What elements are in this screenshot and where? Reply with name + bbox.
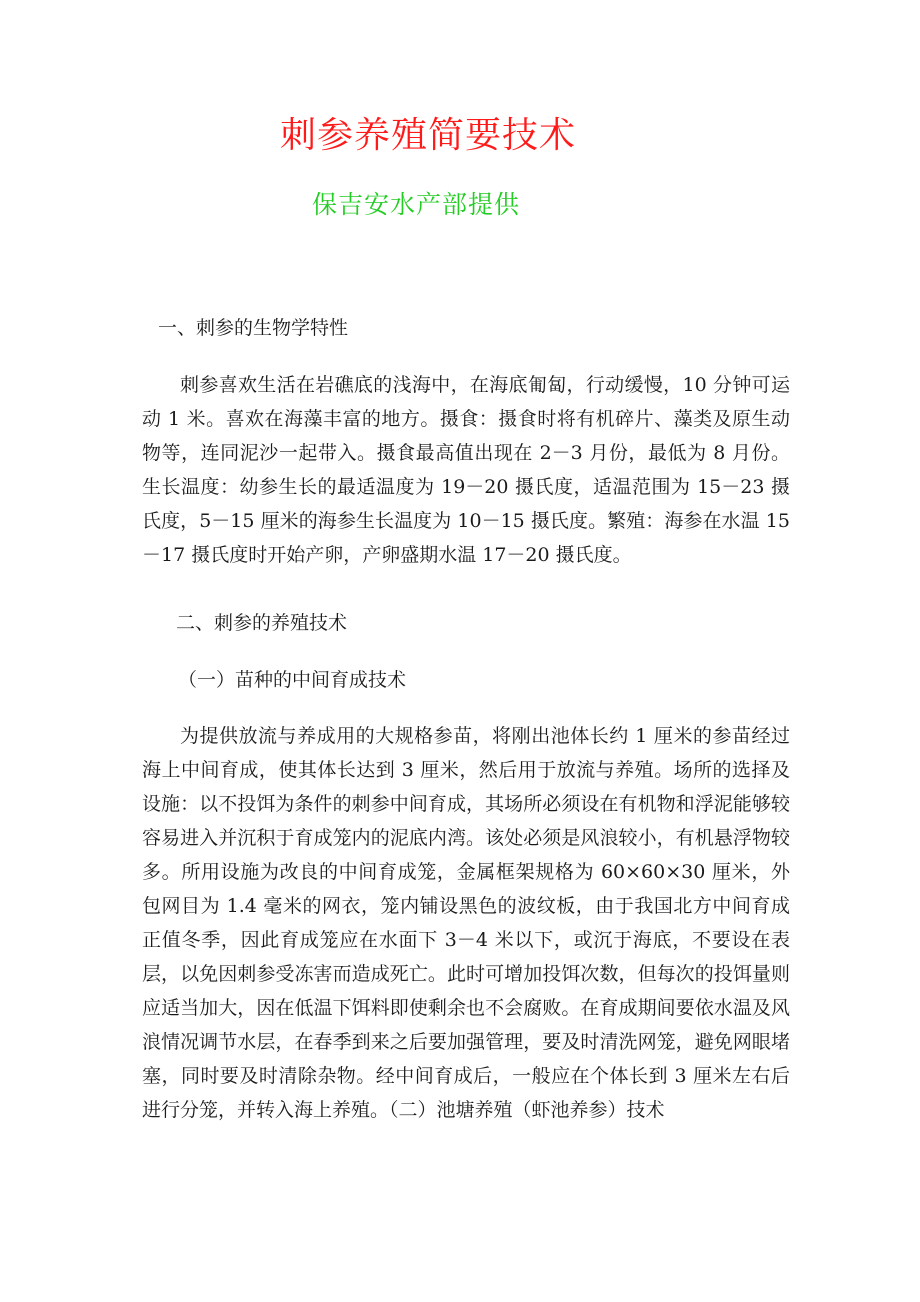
document-title: 刺参养殖简要技术	[279, 115, 576, 156]
section2-heading: 二、刺参的养殖技术	[176, 612, 348, 634]
subsection1-heading: （一）苗种的中间育成技术	[178, 669, 407, 691]
section1-paragraph: 刺参喜欢生活在岩礁底的浅海中，在海底匍匐，行动缓慢，10 分钟可运动 1 米。喜欢在海藻丰富的地方。摄食：摄食时将有机碎片、藻类及原生动物等，连同泥沙一起带入。摄食最高值出现在 2－3 月份，最低为 8 月份。生长温度：幼参生长的最适温度为 19－20 摄氏度，适温范围为 15－23 摄氏度，5－15 厘米的海参生长温度为 10－15 摄氏度。繁殖：海参在水温 15－17 摄氏度时开始产卵，产卵盛期水温 17－20 摄氏度。	[142, 374, 790, 566]
document-subtitle: 保吉安水产部提供	[312, 190, 521, 219]
subsection1-paragraph: 为提供放流与养成用的大规格参苗，将刚出池体长约 1 厘米的参苗经过海上中间育成，使其体长达到 3 厘米，然后用于放流与养殖。场所的选择及设施：以不投饵为条件的刺参中间育成，其场所必须设在有机物和浮泥能够较容易进入并沉积于育成笼内的泥底内湾。该处必须是风浪较小，有机悬浮物较多。所用设施为改良的中间育成笼，金属框架规格为 60×60×30 厘米，外包网目为 1.4 毫米的网衣，笼内铺设黑色的波纹板，由于我国北方中间育成正值冬季，因此育成笼应在水面下 3－4 米以下，或沉于海底，不要设在表层，以免因刺参受冻害而造成死亡。此时可增加投饵次数，但每次的投饵量则应适当加大，因在低温下饵料即使剩余也不会腐败。在育成期间要依水温及风浪情况调节水层，在春季到来之后要加强管理，要及时清洗网笼，避免网眼堵塞，同时要及时清除杂物。经中间育成后，一般应在个体长到 3 厘米左右后进行分笼，并转入海上养殖。（二）池塘养殖（虾池养参）技术	[142, 725, 790, 1121]
section1-heading: 一、刺参的生物学特性	[158, 317, 349, 339]
